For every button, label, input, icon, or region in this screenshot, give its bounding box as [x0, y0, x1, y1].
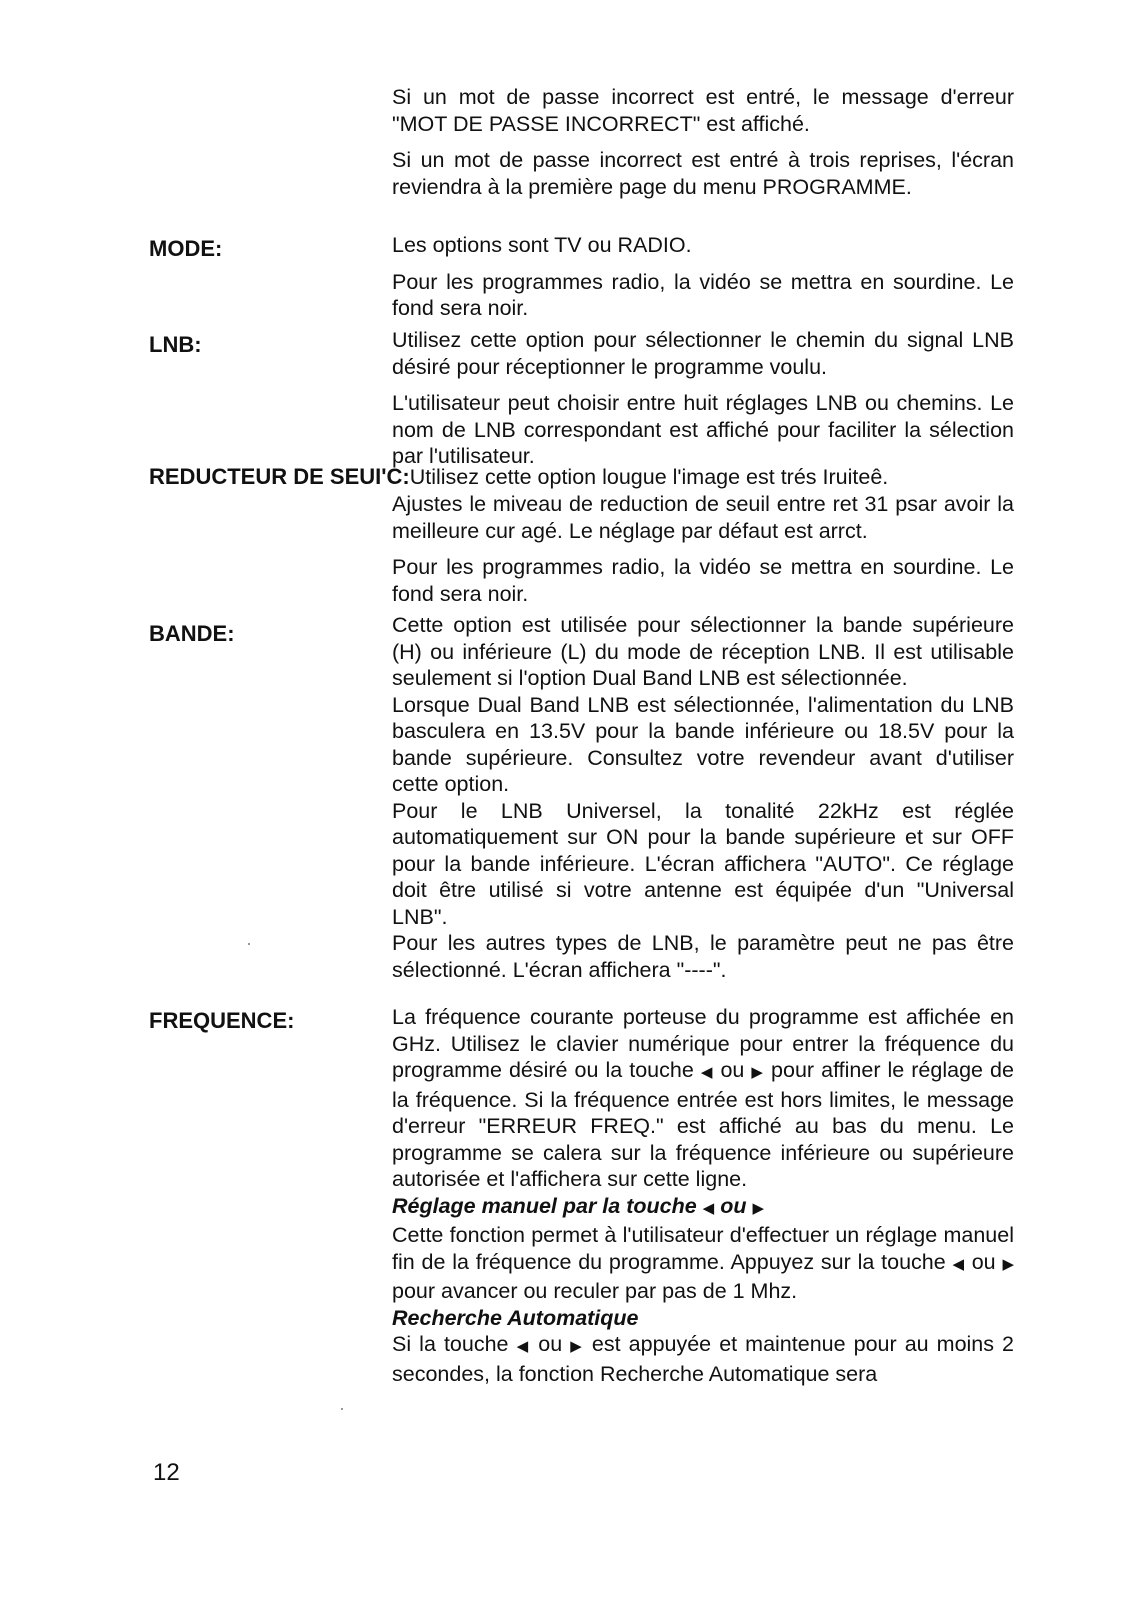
- reducteur-section: [392, 491, 1014, 607]
- frequence-paragraph-2: [392, 1222, 1014, 1305]
- right-arrow-icon: ▶: [752, 1199, 764, 1217]
- frequence-p2-text-b: ou: [971, 1249, 996, 1274]
- frequence-section: [392, 1004, 1014, 1387]
- frequence-p3-text-c: est appuyée et maintenue pour au moins 2 secondes, la fonction Recherche Automatique sera: [392, 1332, 1015, 1386]
- lnb-paragraph-1: Utilisez cette option pour sélectionner le chemin du signal LNB désiré pour réceptionner le programme voulu.: [392, 328, 1014, 379]
- bande-label: BANDE:: [149, 621, 235, 646]
- lnb-label: LNB:: [149, 332, 202, 357]
- intro-paragraph-2: Si un mot de passe incorrect est entré à trois reprises, l'écran reviendra à la première page du menu PROGRAMME.: [392, 148, 1014, 199]
- frequence-paragraph-3: [392, 1331, 1014, 1387]
- bande-paragraph-2: Lorsque Dual Band LNB est sélectionnée, l'alimentation du LNB basculera en 13.5V pour la bande inférieure ou 18.5V pour la bande supérieure. Consultez votre revendeur avant d'utiliser cette option.: [392, 692, 1014, 796]
- right-arrow-icon: ▶: [570, 1338, 584, 1355]
- left-arrow-icon: ◀: [516, 1338, 531, 1355]
- reducteur-paragraph-2: Pour les programmes radio, la vidéo se mettra en sourdine. Le fond sera noir.: [392, 555, 1014, 606]
- right-arrow-icon: ▶: [751, 1064, 765, 1081]
- mode-section: [392, 232, 1014, 322]
- bande-paragraph-3: Pour le LNB Universel, la tonalité 22kHz est réglée automatiquement sur ON pour la bande supérieure et sur OFF pour la bande inférieure. L'écran affichera "AUTO". Ce réglage doit être utilisé si votre antenne est équipée d'un "Universal LNB".: [392, 798, 1014, 929]
- bande-section: [392, 612, 1014, 983]
- reducteur-line-1: Utilisez cette option lougue l'image est trés Iruiteê.: [409, 465, 889, 489]
- left-arrow-icon: ◀: [952, 1255, 965, 1273]
- frequence-label: FREQUENCE:: [149, 1008, 295, 1033]
- mode-label: MODE:: [149, 236, 223, 261]
- frequence-p2-text-a: Cette fonction permet à l'utilisateur d'effectuer un réglage manuel fin de la fréquence du programme. Appuyez sur la touche: [392, 1223, 1014, 1274]
- reducteur-label: REDUCTEUR DE SEUI'C:: [149, 464, 410, 489]
- reducteur-first-line: [149, 464, 1014, 491]
- intro-section: [392, 84, 1014, 200]
- frequence-p3-text-b: ou: [538, 1332, 563, 1356]
- page-number: 12: [153, 1459, 180, 1486]
- left-arrow-icon: ◀: [702, 1199, 715, 1217]
- lnb-section: [392, 327, 1014, 470]
- frequence-p1-text-a: La fréquence courante porteuse du programme est affichée en GHz. Utilisez le clavier numérique pour entrer la fréquence du programme désiré ou la touche: [392, 1005, 1014, 1082]
- reducteur-paragraph-1: Ajustes le miveau de reduction de seuil entre ret 31 psar avoir la meilleure cur agé. Le néglage par défaut est arrct.: [392, 492, 1014, 543]
- manual-tuning-heading-or: ou: [720, 1193, 747, 1218]
- scan-speck: [341, 1408, 343, 1410]
- intro-paragraph-1: Si un mot de passe incorrect est entré, le message d'erreur "MOT DE PASSE INCORRECT" est affiché.: [392, 85, 1014, 136]
- frequence-paragraph-1: [392, 1004, 1014, 1193]
- frequence-p3-text-a: Si la touche: [392, 1332, 509, 1356]
- bande-paragraph-4: Pour les autres types de LNB, le paramètre peut ne pas être sélectionné. L'écran affichera "----".: [392, 931, 1014, 982]
- mode-paragraph-1: Les options sont TV ou RADIO.: [392, 233, 692, 257]
- lnb-paragraph-2: L'utilisateur peut choisir entre huit réglages LNB ou chemins. Le nom de LNB correspondant est affiché pour faciliter la sélection par l'utilisateur.: [392, 391, 1014, 468]
- auto-search-heading: Recherche Automatique: [392, 1305, 639, 1330]
- right-arrow-icon: ▶: [1002, 1255, 1014, 1273]
- scan-speck: [248, 943, 250, 945]
- manual-tuning-heading-text: Réglage manuel par la touche: [392, 1193, 697, 1218]
- bande-paragraph-1: Cette option est utilisée pour sélectionner la bande supérieure (H) ou inférieure (L) du mode de réception LNB. Il est utilisable seulement si l'option Dual Band LNB est sélectionnée.: [392, 613, 1014, 690]
- mode-paragraph-2: Pour les programmes radio, la vidéo se mettra en sourdine. Le fond sera noir.: [392, 269, 1014, 320]
- manual-tuning-heading: [392, 1193, 1014, 1223]
- frequence-p1-text-b: ou: [720, 1058, 745, 1082]
- left-arrow-icon: ◀: [700, 1064, 714, 1081]
- frequence-p1-text-c: pour affiner le réglage de la fréquence. Si la fréquence entrée est hors limites, le message d'erreur "ERREUR FREQ." est affiché au bas du menu. Le programme se calera sur la fréquence inférieure ou supérieure autorisée et l'affichera sur cette ligne.: [392, 1058, 1014, 1191]
- frequence-p2-text-c: pour avancer ou reculer par pas de 1 Mhz.: [392, 1279, 798, 1303]
